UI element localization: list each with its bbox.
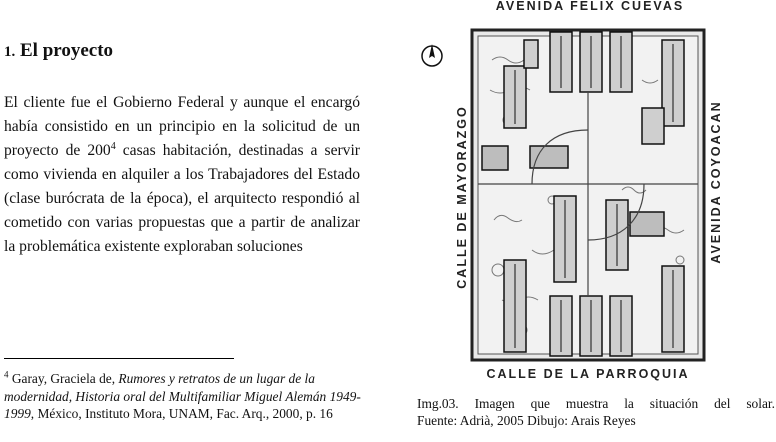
footnote [4, 370, 364, 423]
body-paragraph [4, 91, 360, 259]
section-heading [4, 40, 113, 62]
image-caption [417, 395, 775, 429]
caption-line-1: Img.03. Imagen que muestra la situación del solar. [417, 396, 775, 411]
footnote-publisher: , México, Instituto Mora, UNAM, Fac. Arq., 2000, p. 16 [30, 406, 333, 421]
caption-line-2: Fuente: Adrià, 2005 Dibujo: Arais Reyes [417, 413, 636, 428]
section-title: El proyecto [20, 40, 114, 61]
street-label-bottom: CALLE DE LA PARROQUIA [486, 367, 690, 381]
site-plan-drawing [412, 0, 774, 384]
paragraph-text-1: El cliente fue el Gobierno Federal y aunque el encargó había consistido en un principio en la solicitud de un proyecto de 200 [4, 94, 360, 159]
section-number: 1. [4, 44, 16, 60]
footnote-marker: 4 [4, 369, 9, 380]
street-label-top: AVENIDA FELIX CUEVAS [495, 0, 685, 13]
north-arrow-icon [422, 44, 442, 66]
footnote-author: Garay, Graciela de, [8, 371, 119, 386]
footnote-book-title: Rumores y retratos de un lugar de la modernidad, Historia oral del Multifamiliar Miguel Alemán 1949-1999 [4, 371, 361, 421]
street-label-right: AVENIDA COYOACAN [709, 100, 723, 264]
footnote-divider [4, 358, 234, 359]
paragraph-last-line: existente exploraban soluciones [104, 238, 303, 255]
street-label-left: CALLE DE MAYORAZGO [455, 105, 469, 289]
paragraph-text-2: casas habitación, destinadas a servir como vivienda en alquiler a los Trabajadores del Estado (clase burócrata de la época), el arquitecto respondió al cometido con varias propuestas que a partir de analizar la problemática [4, 142, 361, 255]
footnote-reference[interactable]: 4 [110, 140, 116, 152]
